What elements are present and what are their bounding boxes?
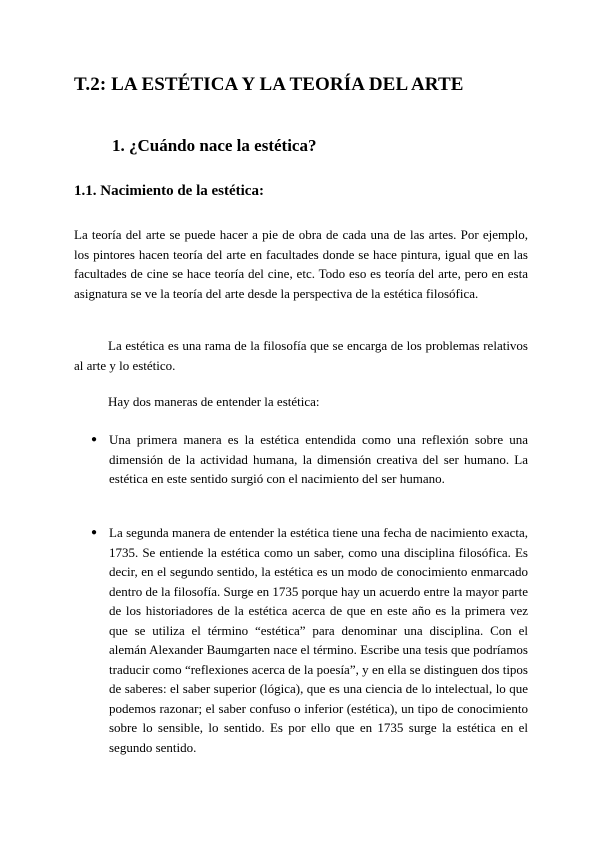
page-title: T.2: LA ESTÉTICA Y LA TEORÍA DEL ARTE xyxy=(74,74,464,95)
subsection-heading: 1.1. Nacimiento de la estética: xyxy=(74,183,264,199)
section-heading: 1. ¿Cuándo nace la estética? xyxy=(112,136,317,155)
bullet-icon: ● xyxy=(91,434,98,445)
paragraph-definition: La estética es una rama de la filosofía que se encarga de los problemas relativos al arte y lo estético. xyxy=(74,338,528,373)
bullet-icon: ● xyxy=(91,527,98,538)
list-item-text: Una primera manera es la estética entendida como una reflexión sobre una dimensión de la actividad humana, la dimensión creativa del ser humano. La estética en este sentido surgió con el nacimiento del ser humano. xyxy=(109,432,528,486)
paragraph-two-ways: Hay dos maneras de entender la estética: xyxy=(108,394,320,409)
paragraph-intro: La teoría del arte se puede hacer a pie de obra de cada una de las artes. Por ejemplo, los pintores hacen teoría del arte en facultades donde se hace pintura, igual que en las facultades de cine se hace teoría del cine, etc. Todo eso es teoría del arte, pero en esta asignatura se ve la teoría del arte desde la perspectiva de la estética filosófica. xyxy=(74,227,528,301)
list-item xyxy=(91,523,528,757)
list-item xyxy=(91,430,528,489)
list-item-text: La segunda manera de entender la estética tiene una fecha de nacimiento exacta, 1735. Se entiende la estética como un saber, como una disciplina filosófica. Es decir, en el segundo sentido, la estética es un modo de conocimiento enmarcado dentro de la filosofía. Surge en 1735 porque hay un acuerdo entre la mayor parte de los historiadores de la estética acerca de que en este año es la primera vez que se utiliza el término “estética” para denominar una disciplina. Con el alemán Alexander Baumgarten nace el término. Escribe una tesis que podríamos traducir como “reflexiones acerca de la poesía”, y en ella se distinguen dos tipos de saberes: el saber superior (lógica), que es una ciencia de lo intelectual, lo que podemos razonar; el saber confuso o inferior (estética), un tipo de conocimiento sobre lo sensible, lo sentido. Es por ello que en 1735 surge la estética en el segundo sentido. xyxy=(109,525,528,755)
